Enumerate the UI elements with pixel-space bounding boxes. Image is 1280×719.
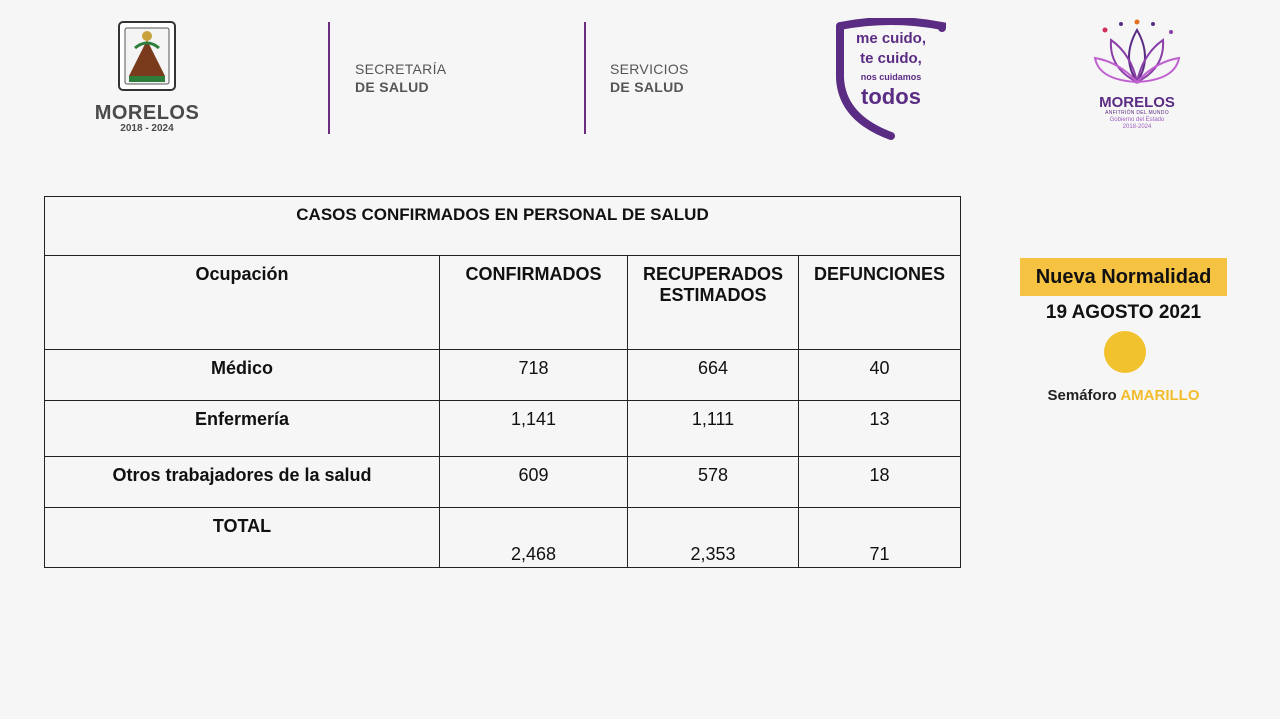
header-recovered (628, 256, 799, 350)
health-staff-cases-table (44, 196, 961, 568)
header-divider (584, 22, 586, 134)
lotus-icon (1091, 18, 1183, 90)
coat-of-arms-icon (115, 18, 179, 94)
cell-recovered: 1,111 (628, 401, 799, 457)
traffic-light-indicator (1104, 331, 1146, 373)
seal-title: MORELOS (94, 102, 200, 124)
header-deaths: DEFUNCIONES (799, 256, 961, 350)
cell-occupation: Médico (45, 350, 440, 401)
total-row (45, 508, 961, 568)
semaforo-label: Semáforo (1047, 387, 1117, 404)
total-label: TOTAL (45, 508, 440, 568)
table-row (45, 457, 961, 508)
secretaria-line2: DE SALUD (355, 79, 429, 95)
cell-occupation: Enfermería (45, 401, 440, 457)
cell-deaths: 13 (799, 401, 961, 457)
cell-deaths: 40 (799, 350, 961, 401)
semaforo-color: AMARILLO (1120, 387, 1200, 404)
header-divider (328, 22, 330, 134)
lotus-title: MORELOS (1099, 94, 1175, 111)
cell-confirmed: 1,141 (440, 401, 628, 457)
total-recovered: 2,353 (628, 508, 799, 568)
morelos-seal-logo (88, 18, 206, 138)
campaign-line4: todos (861, 84, 921, 109)
seal-years: 2018 - 2024 (120, 123, 174, 134)
lotus-years: 2018-2024 (1122, 124, 1152, 130)
lotus-subtitle: ANFITRIÓN DEL MUNDO (1105, 110, 1169, 116)
secretaria-line1: SECRETARÍA (355, 61, 447, 77)
nueva-normalidad-badge: Nueva Normalidad (1020, 258, 1227, 296)
total-confirmed: 2,468 (440, 508, 628, 568)
cell-recovered: 578 (628, 457, 799, 508)
total-deaths: 71 (799, 508, 961, 568)
campaign-shield-logo (836, 18, 946, 140)
servicios-line1: SERVICIOS (610, 61, 689, 77)
cell-confirmed: 718 (440, 350, 628, 401)
table-title: CASOS CONFIRMADOS EN PERSONAL DE SALUD (45, 197, 961, 256)
morelos-lotus-logo (1088, 18, 1186, 138)
secretaria-de-salud-logo (355, 60, 446, 96)
semaforo-status (1020, 387, 1227, 404)
cell-occupation: Otros trabajadores de la salud (45, 457, 440, 508)
campaign-line2: te cuido, (860, 50, 922, 67)
table-row (45, 350, 961, 401)
header-recovered-line2: ESTIMADOS (659, 285, 767, 305)
header-occupation: Ocupación (45, 256, 440, 350)
header-recovered-line1: RECUPERADOS (642, 264, 784, 284)
cell-recovered: 664 (628, 350, 799, 401)
cell-confirmed: 609 (440, 457, 628, 508)
header-confirmed: CONFIRMADOS (440, 256, 628, 350)
campaign-line3: nos cuidamos (860, 72, 922, 82)
table-row (45, 401, 961, 457)
servicios-line2: DE SALUD (610, 79, 684, 95)
servicios-de-salud-logo (610, 60, 689, 96)
lotus-gov: Gobierno del Estado (1109, 117, 1165, 123)
cell-deaths: 18 (799, 457, 961, 508)
campaign-line1: me cuido, (855, 30, 926, 47)
report-date: 19 AGOSTO 2021 (1045, 302, 1202, 323)
